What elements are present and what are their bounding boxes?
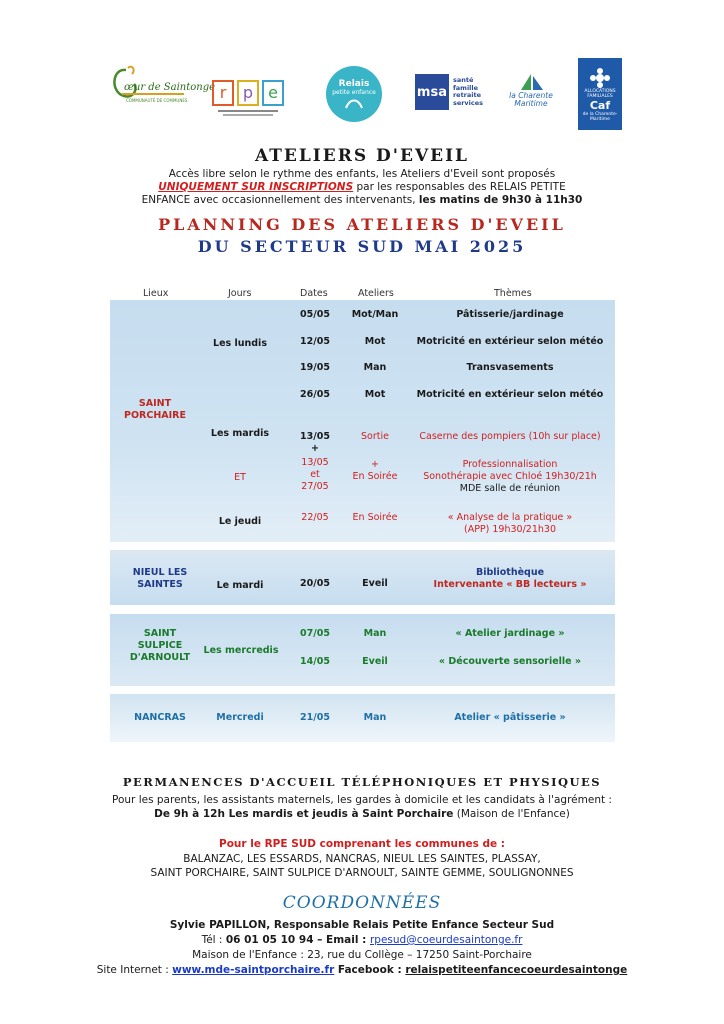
coordonnees-title: COORDONNÉES bbox=[282, 893, 442, 913]
permanences-hours: De 9h à 12h Les mardis et jeudis à Saint Porchaire bbox=[154, 808, 454, 820]
et-date-and: et bbox=[310, 469, 320, 480]
permanences-location: (Maison de l'Enfance) bbox=[453, 808, 570, 820]
ateliers-title: ATELIERS D'EVEIL bbox=[254, 146, 469, 166]
atelier-row-2: Mot bbox=[364, 336, 386, 347]
permanences-line-1: Pour les parents, les assistants maternels, les gardes à domicile et les candidats à l'agrément : bbox=[112, 794, 612, 806]
lieu-nancras: NANCRAS bbox=[134, 712, 186, 723]
logo-coeur-de-saintonge bbox=[106, 62, 216, 106]
communes-line-1: BALANZAC, LES ESSARDS, NANCRAS, NIEUL LES SAINTES, PLASSAY, bbox=[183, 853, 541, 865]
nieul-theme-2: Intervenante « BB lecteurs » bbox=[433, 579, 587, 590]
communes-title: Pour le RPE SUD comprenant les communes de : bbox=[219, 838, 505, 850]
sulpice-jour: Les mercredis bbox=[203, 645, 279, 656]
site-link[interactable]: www.mde-saintporchaire.fr bbox=[172, 964, 335, 976]
sulpice-atelier-2: Eveil bbox=[362, 656, 388, 667]
caf-flower-icon bbox=[587, 67, 613, 89]
et-theme-1: Professionnalisation bbox=[462, 459, 558, 470]
lieu-nieul: NIEUL LES SAINTES bbox=[132, 567, 188, 590]
et-theme-3: MDE salle de réunion bbox=[459, 483, 561, 494]
sailboat-icon bbox=[516, 72, 546, 92]
site-line bbox=[0, 964, 724, 977]
date-row-4: 26/05 bbox=[300, 389, 330, 400]
et-atelier: En Soirée bbox=[352, 471, 398, 482]
jeudi-date: 22/05 bbox=[301, 512, 329, 523]
theme-row-2: Motricité en extérieur selon météo bbox=[416, 336, 604, 347]
mardi-plus: + bbox=[311, 443, 319, 454]
email-label: – Email : bbox=[313, 934, 370, 946]
msa-sub-2: famille bbox=[452, 83, 479, 92]
header-themes: Thèmes bbox=[494, 288, 532, 299]
nieul-jour: Le mardi bbox=[216, 580, 264, 591]
intro-line-3-start: ENFANCE avec occasionnellement des intervenants, bbox=[141, 194, 419, 206]
contact-line bbox=[0, 934, 724, 947]
et-theme-2: Sonothérapie avec Chloé 19h30/21h bbox=[423, 471, 597, 482]
mardi-date: 13/05 bbox=[300, 431, 330, 442]
logo-msa bbox=[409, 72, 489, 112]
caf-top-text: ALLOCATIONS FAMILIALES bbox=[584, 88, 616, 99]
sulpice-atelier-1: Man bbox=[363, 628, 387, 639]
hands-icon bbox=[344, 96, 364, 110]
intro-hours: les matins de 9h30 à 11h30 bbox=[418, 194, 583, 206]
svg-text:COMMUNAUTÉ DE COMMUNES: COMMUNAUTÉ DE COMMUNES bbox=[126, 98, 188, 103]
address-line: Maison de l'Enfance : 23, rue du Collège – 17250 Saint-Porchaire bbox=[192, 949, 532, 961]
logo-caf bbox=[578, 58, 622, 130]
et-date-1: 13/05 bbox=[301, 457, 329, 468]
mardi-theme: Caserne des pompiers (10h sur place) bbox=[419, 431, 601, 442]
rpe-underline bbox=[218, 110, 278, 112]
sulpice-date-1: 07/05 bbox=[300, 628, 330, 639]
atelier-row-1: Mot/Man bbox=[351, 309, 399, 320]
jour-jeudi: Le jeudi bbox=[218, 516, 262, 527]
coeur-logo-icon bbox=[106, 62, 216, 106]
contact-name: Sylvie PAPILLON, Responsable Relais Petite Enfance Secteur Sud bbox=[169, 919, 555, 931]
planning-title-line-1: PLANNING DES ATELIERS D'EVEIL bbox=[158, 215, 566, 234]
et-date-2: 27/05 bbox=[301, 481, 329, 492]
theme-row-3: Transvasements bbox=[466, 362, 554, 373]
rpe-underline-2 bbox=[223, 114, 273, 116]
atelier-row-4: Mot bbox=[364, 389, 386, 400]
jour-et: ET bbox=[234, 472, 246, 483]
intro-line-3 bbox=[0, 194, 724, 207]
date-row-3: 19/05 bbox=[300, 362, 330, 373]
mardi-atelier: Sortie bbox=[361, 431, 389, 442]
planning-title-line-2: DU SECTEUR SUD MAI 2025 bbox=[197, 237, 527, 256]
communes-line-2: SAINT PORCHAIRE, SAINT SULPICE D'ARNOULT, SAINTE GEMME, SOULIGNONNES bbox=[150, 867, 574, 879]
rpe-letter-r: r bbox=[212, 80, 234, 106]
site-label: Site Internet : bbox=[96, 964, 173, 976]
permanences-line-2 bbox=[0, 808, 724, 821]
msa-sub-4: services bbox=[452, 98, 484, 107]
intro-line-2 bbox=[0, 181, 724, 194]
facebook-link[interactable]: relaispetiteenfancecoeurdesaintonge bbox=[405, 964, 628, 976]
logo-relais-petite-enfance bbox=[326, 66, 382, 122]
relais-logo-title: Relais bbox=[338, 78, 370, 89]
relais-logo-sub: petite enfance bbox=[332, 88, 376, 96]
lieu-saint-sulpice: SAINT SULPICE D'ARNOULT bbox=[129, 628, 191, 663]
nancras-atelier: Man bbox=[363, 712, 387, 723]
theme-row-1: Pâtisserie/jardinage bbox=[456, 309, 564, 320]
rpe-letter-p: p bbox=[237, 80, 259, 106]
msa-sub bbox=[453, 77, 483, 107]
et-atelier-plus: + bbox=[371, 459, 379, 470]
logo-charente-maritime bbox=[508, 68, 554, 112]
header-jours: Jours bbox=[228, 288, 252, 299]
header-lieux: Lieux bbox=[143, 288, 169, 299]
nieul-atelier: Eveil bbox=[362, 578, 388, 589]
nancras-theme: Atelier « pâtisserie » bbox=[454, 712, 566, 723]
tel-number[interactable]: 06 01 05 10 94 bbox=[225, 934, 314, 946]
msa-sub-3: retraite bbox=[452, 91, 482, 99]
jour-mardis: Les mardis bbox=[210, 428, 270, 439]
intro-line-2-rest: par les responsables des RELAIS PETITE bbox=[353, 181, 566, 193]
tel-label: Tél : bbox=[201, 934, 226, 946]
sulpice-date-2: 14/05 bbox=[300, 656, 330, 667]
nieul-theme-1: Bibliothèque bbox=[475, 567, 545, 578]
msa-sub-1: santé bbox=[452, 76, 474, 84]
nancras-jour: Mercredi bbox=[216, 712, 264, 723]
email-link[interactable]: rpesud@coeurdesaintonge.fr bbox=[369, 934, 523, 946]
msa-box: msa bbox=[415, 74, 449, 110]
permanences-title: PERMANENCES D'ACCUEIL TÉLÉPHONIQUES ET PHYSIQUES bbox=[122, 775, 602, 789]
nancras-date: 21/05 bbox=[300, 712, 330, 723]
rpe-letters bbox=[212, 80, 284, 106]
rpe-letter-e: e bbox=[262, 80, 284, 106]
sulpice-theme-2: « Découverte sensorielle » bbox=[438, 656, 582, 667]
jeudi-theme-1: « Analyse de la pratique » bbox=[447, 512, 573, 523]
svg-text:œur de Saintonge: œur de Saintonge bbox=[124, 82, 216, 93]
facebook-label: Facebook : bbox=[334, 964, 406, 976]
caf-sub-text: de la Charente-Maritime bbox=[582, 111, 618, 122]
date-row-1: 05/05 bbox=[300, 309, 330, 320]
logo-rpe bbox=[213, 70, 283, 125]
sulpice-theme-1: « Atelier jardinage » bbox=[455, 628, 565, 639]
nieul-date: 20/05 bbox=[300, 578, 330, 589]
lieu-saint-porchaire: SAINT PORCHAIRE bbox=[124, 398, 186, 421]
caf-text: Caf bbox=[589, 98, 611, 112]
jeudi-theme-2: (APP) 19h30/21h30 bbox=[464, 524, 556, 535]
jeudi-atelier: En Soirée bbox=[352, 512, 398, 523]
date-row-2: 12/05 bbox=[300, 336, 330, 347]
charente-logo-text: la Charente Maritime bbox=[509, 91, 553, 108]
header-dates: Dates bbox=[300, 288, 328, 299]
intro-line-1: Accès libre selon le rythme des enfants, les Ateliers d'Eveil sont proposés bbox=[168, 168, 556, 180]
inscriptions-notice: UNIQUEMENT SUR INSCRIPTIONS bbox=[158, 181, 354, 193]
theme-row-4: Motricité en extérieur selon météo bbox=[416, 389, 604, 400]
header-ateliers: Ateliers bbox=[358, 288, 394, 299]
atelier-row-3: Man bbox=[363, 362, 387, 373]
jour-lundis: Les lundis bbox=[213, 338, 267, 349]
